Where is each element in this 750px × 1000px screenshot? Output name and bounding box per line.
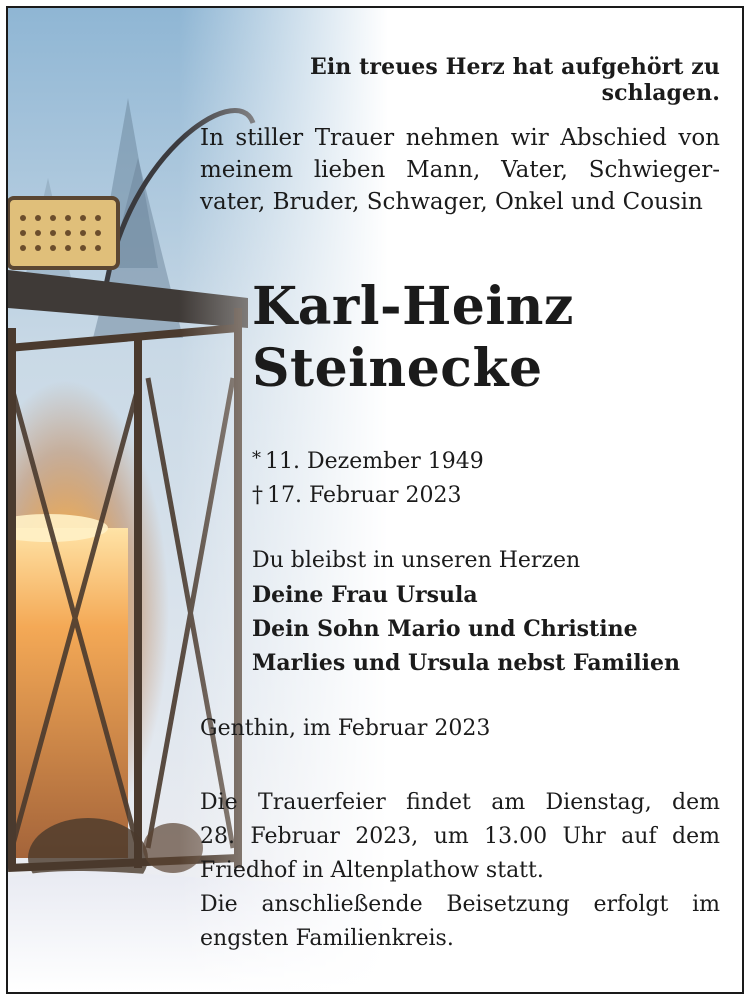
service-line: Friedhof in Altenplathow statt.: [200, 858, 544, 883]
intro-line: meinem lieben Mann, Vater, Schwieger-: [200, 157, 720, 183]
service-line: 28. Februar 2023, um 13.00 Uhr auf dem: [200, 824, 720, 849]
intro-line: In stiller Trauer nehmen wir Abschied von: [200, 125, 720, 151]
death-date: 17. Februar 2023: [267, 483, 462, 508]
deceased-last-name: Steinecke: [252, 338, 543, 399]
service-line: Die Trauerfeier findet am Dienstag, dem: [200, 790, 720, 815]
service-line: Die anschließende Beisetzung erfolgt im: [200, 892, 720, 917]
farewell-text: Du bleibst in unseren Herzen: [252, 548, 581, 573]
mourner-line: Deine Frau Ursula: [252, 582, 478, 608]
deceased-name: [252, 276, 722, 400]
death-line: [252, 479, 722, 513]
birth-line: [252, 442, 722, 479]
birth-star-icon: *: [252, 448, 261, 469]
deceased-first-name: Karl-Heinz: [252, 276, 574, 337]
death-cross-icon: †: [252, 483, 263, 508]
mourner-line: Marlies und Ursula nebst Familien: [252, 650, 681, 676]
service-line: engsten Familienkreis.: [200, 926, 454, 951]
birth-date: 11. Dezember 1949: [265, 449, 484, 474]
intro-line: vater, Bruder, Schwager, Onkel und Cousin: [200, 189, 703, 215]
life-dates: [252, 442, 722, 513]
mourners-block: [252, 544, 722, 680]
headline: Ein treues Herz hat aufgehört zu schlagen.: [309, 54, 720, 106]
service-info: [200, 786, 720, 956]
mourner-line: Dein Sohn Mario und Christine: [252, 616, 638, 642]
place-date: Genthin, im Februar 2023: [200, 716, 491, 741]
intro-text: [200, 122, 720, 218]
